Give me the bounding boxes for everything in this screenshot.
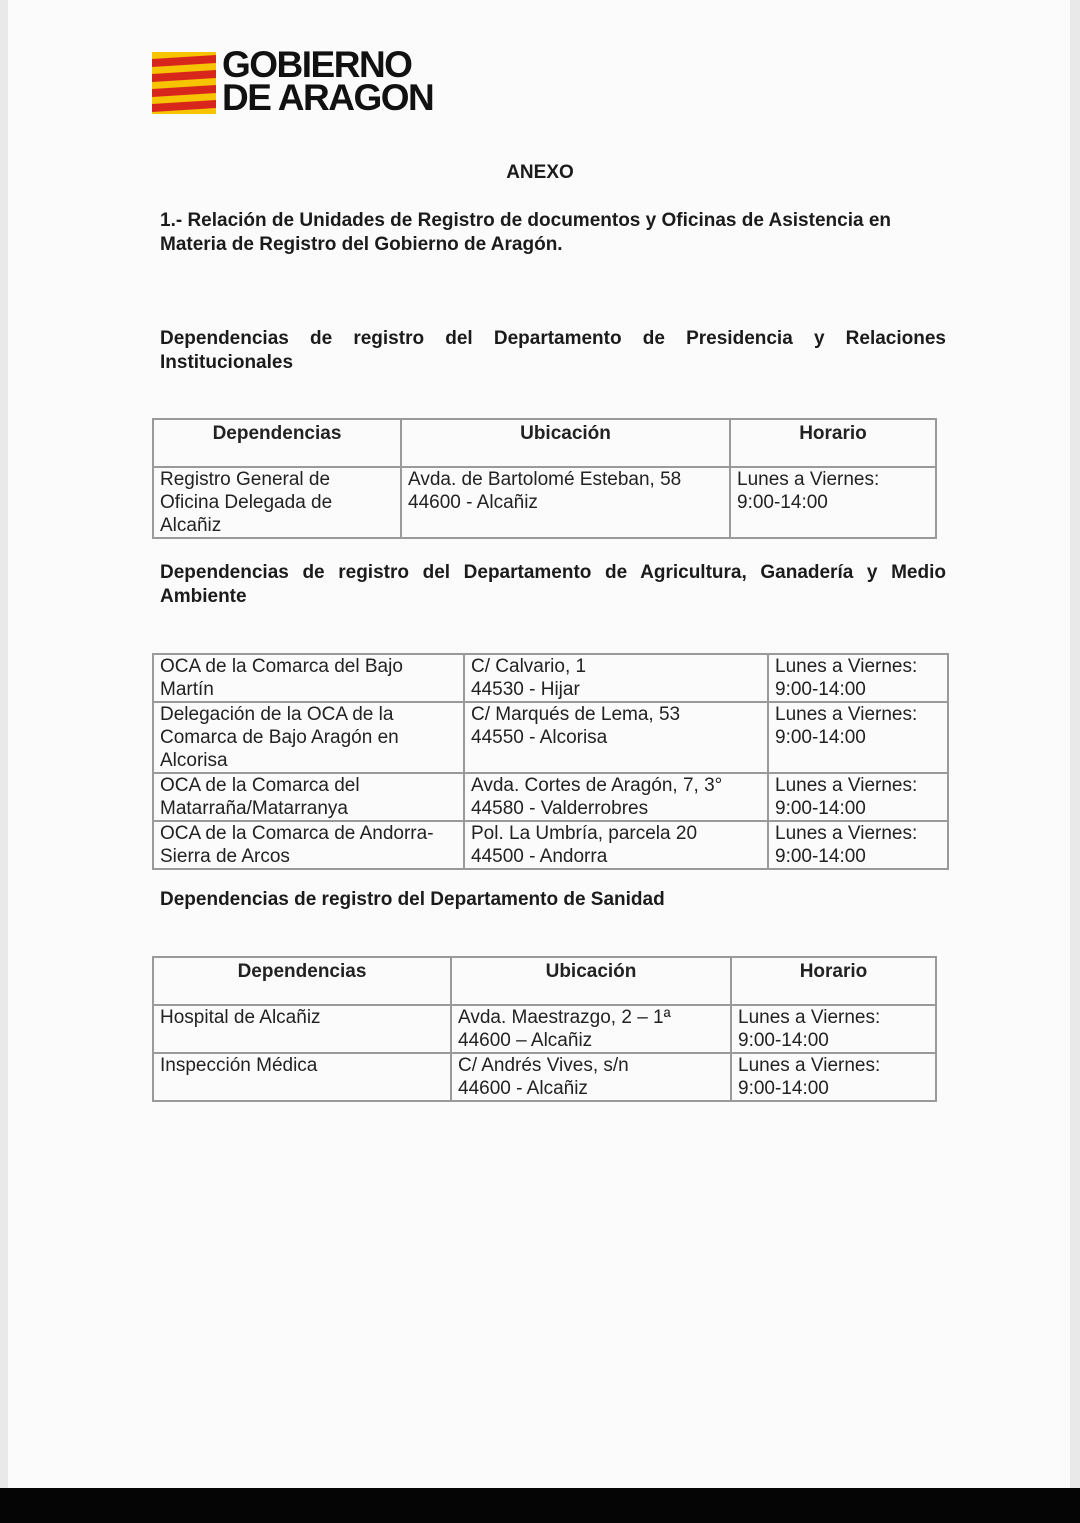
cell-line: Registro General de bbox=[160, 469, 331, 490]
cell-line: C/ Marqués de Lema, 53 bbox=[471, 704, 681, 725]
table-row bbox=[153, 821, 948, 869]
cell-horario bbox=[768, 821, 948, 869]
section-heading-agricultura: Dependencias de registro del Departamento de Agricultura, Ganadería y Medio Ambiente bbox=[160, 562, 946, 607]
cell-dependencia bbox=[153, 1005, 451, 1053]
column-header-ubicacion: Ubicación bbox=[401, 419, 730, 467]
cell-line: Lunes a Viernes: bbox=[738, 1007, 881, 1028]
cell-ubicacion bbox=[464, 702, 768, 773]
cell-horario bbox=[731, 1005, 936, 1053]
cell-ubicacion bbox=[451, 1053, 731, 1101]
column-header-dependencias: Dependencias bbox=[153, 419, 401, 467]
cell-line: 44500 - Andorra bbox=[471, 846, 608, 867]
cell-dependencia bbox=[153, 821, 464, 869]
cell-line: 44550 - Alcorisa bbox=[471, 727, 608, 748]
cell-line: Comarca de Bajo Aragón en bbox=[160, 727, 399, 748]
section-heading-sanidad: Dependencias de registro del Departamento de Sanidad bbox=[160, 889, 665, 910]
table-row bbox=[153, 702, 948, 773]
cell-line: OCA de la Comarca del bbox=[160, 775, 360, 796]
cell-line: 9:00-14:00 bbox=[775, 727, 866, 748]
cell-horario bbox=[731, 1053, 936, 1101]
cell-line: 9:00-14:00 bbox=[738, 1030, 829, 1051]
cell-ubicacion bbox=[451, 1005, 731, 1053]
cell-dependencia bbox=[153, 1053, 451, 1101]
section-heading-presidencia: Dependencias de registro del Departamento de Presidencia y Relaciones Institucionales bbox=[160, 328, 946, 373]
logo-text bbox=[222, 44, 434, 118]
table-header-row bbox=[153, 957, 936, 1005]
cell-horario bbox=[768, 773, 948, 821]
cell-line: Alcorisa bbox=[160, 750, 228, 771]
bottom-bar bbox=[0, 1488, 1080, 1523]
cell-line: Lunes a Viernes: bbox=[738, 1055, 881, 1076]
column-header-horario: Horario bbox=[730, 419, 936, 467]
cell-line: 9:00-14:00 bbox=[775, 679, 866, 700]
cell-dependencia bbox=[153, 773, 464, 821]
cell-line: 44600 – Alcañiz bbox=[458, 1030, 593, 1051]
cell-line: C/ Andrés Vives, s/n bbox=[458, 1055, 629, 1076]
column-header-ubicacion: Ubicación bbox=[451, 957, 731, 1005]
cell-line: 9:00-14:00 bbox=[738, 1078, 829, 1099]
cell-horario bbox=[768, 702, 948, 773]
cell-line: 9:00-14:00 bbox=[737, 492, 828, 513]
cell-line: 44600 - Alcañiz bbox=[408, 492, 538, 513]
logo-line-2: DE ARAGON bbox=[222, 77, 434, 118]
cell-dependencia bbox=[153, 467, 401, 538]
cell-line: Inspección Médica bbox=[160, 1055, 318, 1076]
cell-line: Pol. La Umbría, parcela 20 bbox=[471, 823, 698, 844]
cell-line: Oficina Delegada de bbox=[160, 492, 333, 513]
cell-line: Delegación de la OCA de la bbox=[160, 704, 394, 725]
cell-line: 44580 - Valderrobres bbox=[471, 798, 649, 819]
cell-line: Alcañiz bbox=[160, 515, 222, 536]
table-row bbox=[153, 1053, 936, 1101]
table-sanidad bbox=[152, 956, 937, 1102]
table-row bbox=[153, 467, 936, 538]
cell-line: Avda. Cortes de Aragón, 7, 3° bbox=[471, 775, 723, 796]
cell-line: OCA de la Comarca de Andorra- bbox=[160, 823, 434, 844]
logo-line-1: GOBIERNO bbox=[222, 44, 412, 85]
intro-heading: 1.- Relación de Unidades de Registro de documentos y Oficinas de Asistencia en Materia de Registro del Gobierno de Aragón. bbox=[160, 210, 891, 255]
table-row bbox=[153, 773, 948, 821]
cell-line: Lunes a Viernes: bbox=[775, 704, 918, 725]
cell-dependencia bbox=[153, 654, 464, 702]
cell-line: 44600 - Alcañiz bbox=[458, 1078, 588, 1099]
cell-line: 44530 - Hijar bbox=[471, 679, 580, 700]
table-row bbox=[153, 654, 948, 702]
cell-line: Matarraña/Matarranya bbox=[160, 798, 348, 819]
table-agricultura bbox=[152, 653, 949, 870]
cell-ubicacion bbox=[401, 467, 730, 538]
cell-line: OCA de la Comarca del Bajo bbox=[160, 656, 403, 677]
cell-line: Lunes a Viernes: bbox=[775, 823, 918, 844]
cell-ubicacion bbox=[464, 773, 768, 821]
gobierno-aragon-logo bbox=[152, 44, 472, 118]
column-header-horario: Horario bbox=[731, 957, 936, 1005]
cell-line: C/ Calvario, 1 bbox=[471, 656, 587, 677]
cell-line: Lunes a Viernes: bbox=[775, 656, 918, 677]
table-presidencia bbox=[152, 418, 937, 539]
cell-line: Lunes a Viernes: bbox=[775, 775, 918, 796]
cell-line: Hospital de Alcañiz bbox=[160, 1007, 321, 1028]
cell-ubicacion bbox=[464, 821, 768, 869]
cell-line: Sierra de Arcos bbox=[160, 846, 290, 867]
aragon-flag-icon bbox=[152, 52, 216, 114]
cell-horario bbox=[730, 467, 936, 538]
cell-dependencia bbox=[153, 702, 464, 773]
column-header-dependencias: Dependencias bbox=[153, 957, 451, 1005]
annex-title: ANEXO bbox=[506, 162, 574, 183]
table-row bbox=[153, 1005, 936, 1053]
cell-horario bbox=[768, 654, 948, 702]
cell-line: 9:00-14:00 bbox=[775, 846, 866, 867]
table-header-row bbox=[153, 419, 936, 467]
cell-ubicacion bbox=[464, 654, 768, 702]
cell-line: Lunes a Viernes: bbox=[737, 469, 880, 490]
cell-line: 9:00-14:00 bbox=[775, 798, 866, 819]
cell-line: Avda. de Bartolomé Esteban, 58 bbox=[408, 469, 682, 490]
cell-line: Martín bbox=[160, 679, 214, 700]
cell-line: Avda. Maestrazgo, 2 – 1ª bbox=[458, 1007, 671, 1028]
